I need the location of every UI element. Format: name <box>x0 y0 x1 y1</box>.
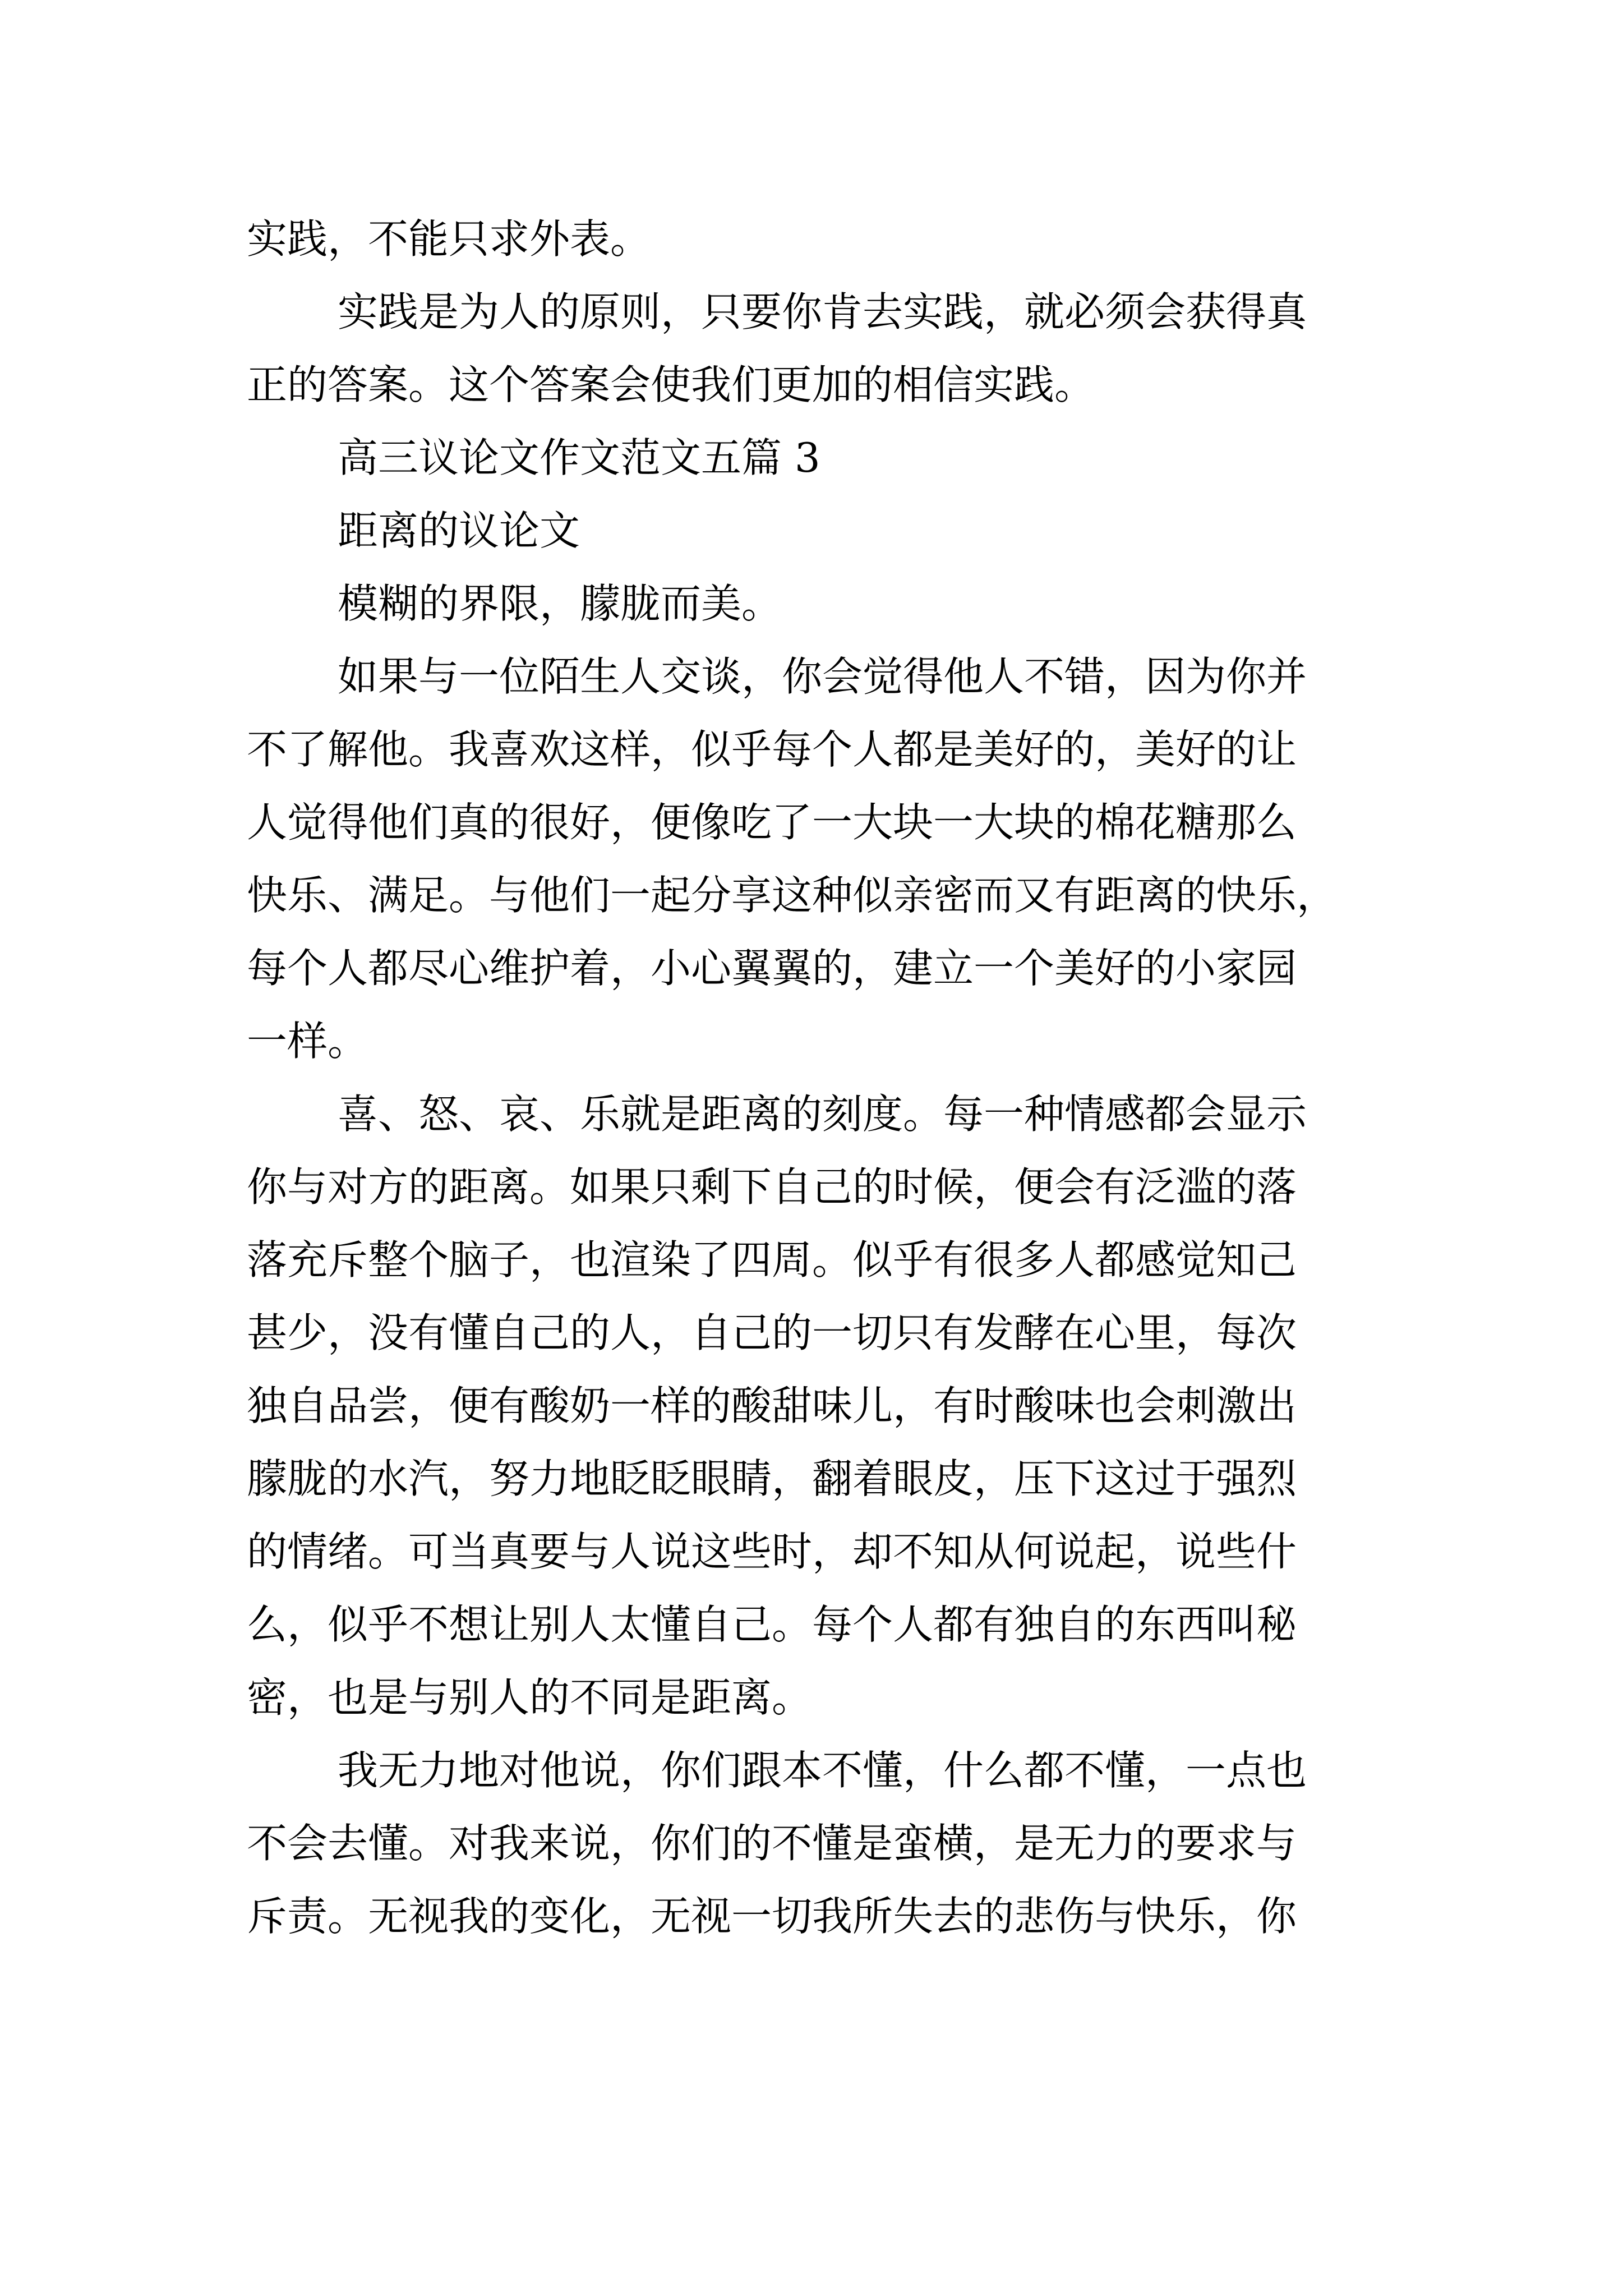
text-line: 人觉得他们真的很好，便像吃了一大块一大块的棉花糖那么 <box>247 799 1297 846</box>
text-line: 一样。 <box>247 1018 368 1065</box>
text-line: 你与对方的距离。如果只剩下自己的时候，便会有泛滥的落 <box>247 1163 1297 1211</box>
text-line: 朦胧的水汽，努力地眨眨眼睛，翻着眼皮，压下这过于强烈 <box>247 1455 1297 1502</box>
text-line: 正的答案。这个答案会使我们更加的相信实践。 <box>247 361 1095 408</box>
text-line: 落充斥整个脑子，也渲染了四周。似乎有很多人都感觉知己 <box>247 1236 1297 1283</box>
essay-title: 距离的议论文 <box>338 507 580 554</box>
section-heading: 高三议论文作文范文五篇 3 <box>338 434 820 481</box>
paragraph-first-line: 我无力地对他说，你们跟本不懂，什么都不懂，一点也 <box>338 1747 1307 1794</box>
text-line: 甚少，没有懂自己的人，自己的一切只有发酵在心里，每次 <box>247 1309 1297 1356</box>
paragraph-first-line: 模糊的界限，朦胧而美。 <box>338 580 782 627</box>
paragraph-first-line: 喜、怒、哀、乐就是距离的刻度。每一种情感都会显示 <box>338 1091 1307 1138</box>
paragraph-first-line: 如果与一位陌生人交谈，你会觉得他人不错，因为你并 <box>338 653 1307 700</box>
text-line: 么，似乎不想让别人太懂自己。每个人都有独自的东西叫秘 <box>247 1601 1297 1648</box>
text-line: 不会去懂。对我来说，你们的不懂是蛮横，是无力的要求与 <box>247 1820 1297 1867</box>
text-line: 快乐、满足。与他们一起分享这种似亲密而又有距离的快乐， <box>247 872 1338 919</box>
text-line: 实践，不能只求外表。 <box>247 215 651 263</box>
text-line: 每个人都尽心维护着，小心翼翼的，建立一个美好的小家园 <box>247 945 1297 992</box>
text-line: 不了解他。我喜欢这样，似乎每个人都是美好的，美好的让 <box>247 726 1297 773</box>
paragraph-first-line: 实践是为人的原则，只要你肯去实践，就必须会获得真 <box>338 288 1307 335</box>
text-line: 密，也是与别人的不同是距离。 <box>247 1674 813 1721</box>
text-line: 的情绪。可当真要与人说这些时，却不知从何说起，说些什 <box>247 1528 1297 1575</box>
text-line: 独自品尝，便有酸奶一样的酸甜味儿，有时酸味也会刺激出 <box>247 1382 1297 1429</box>
text-line: 斥责。无视我的变化，无视一切我所失去的悲伤与快乐，你 <box>247 1893 1297 1940</box>
